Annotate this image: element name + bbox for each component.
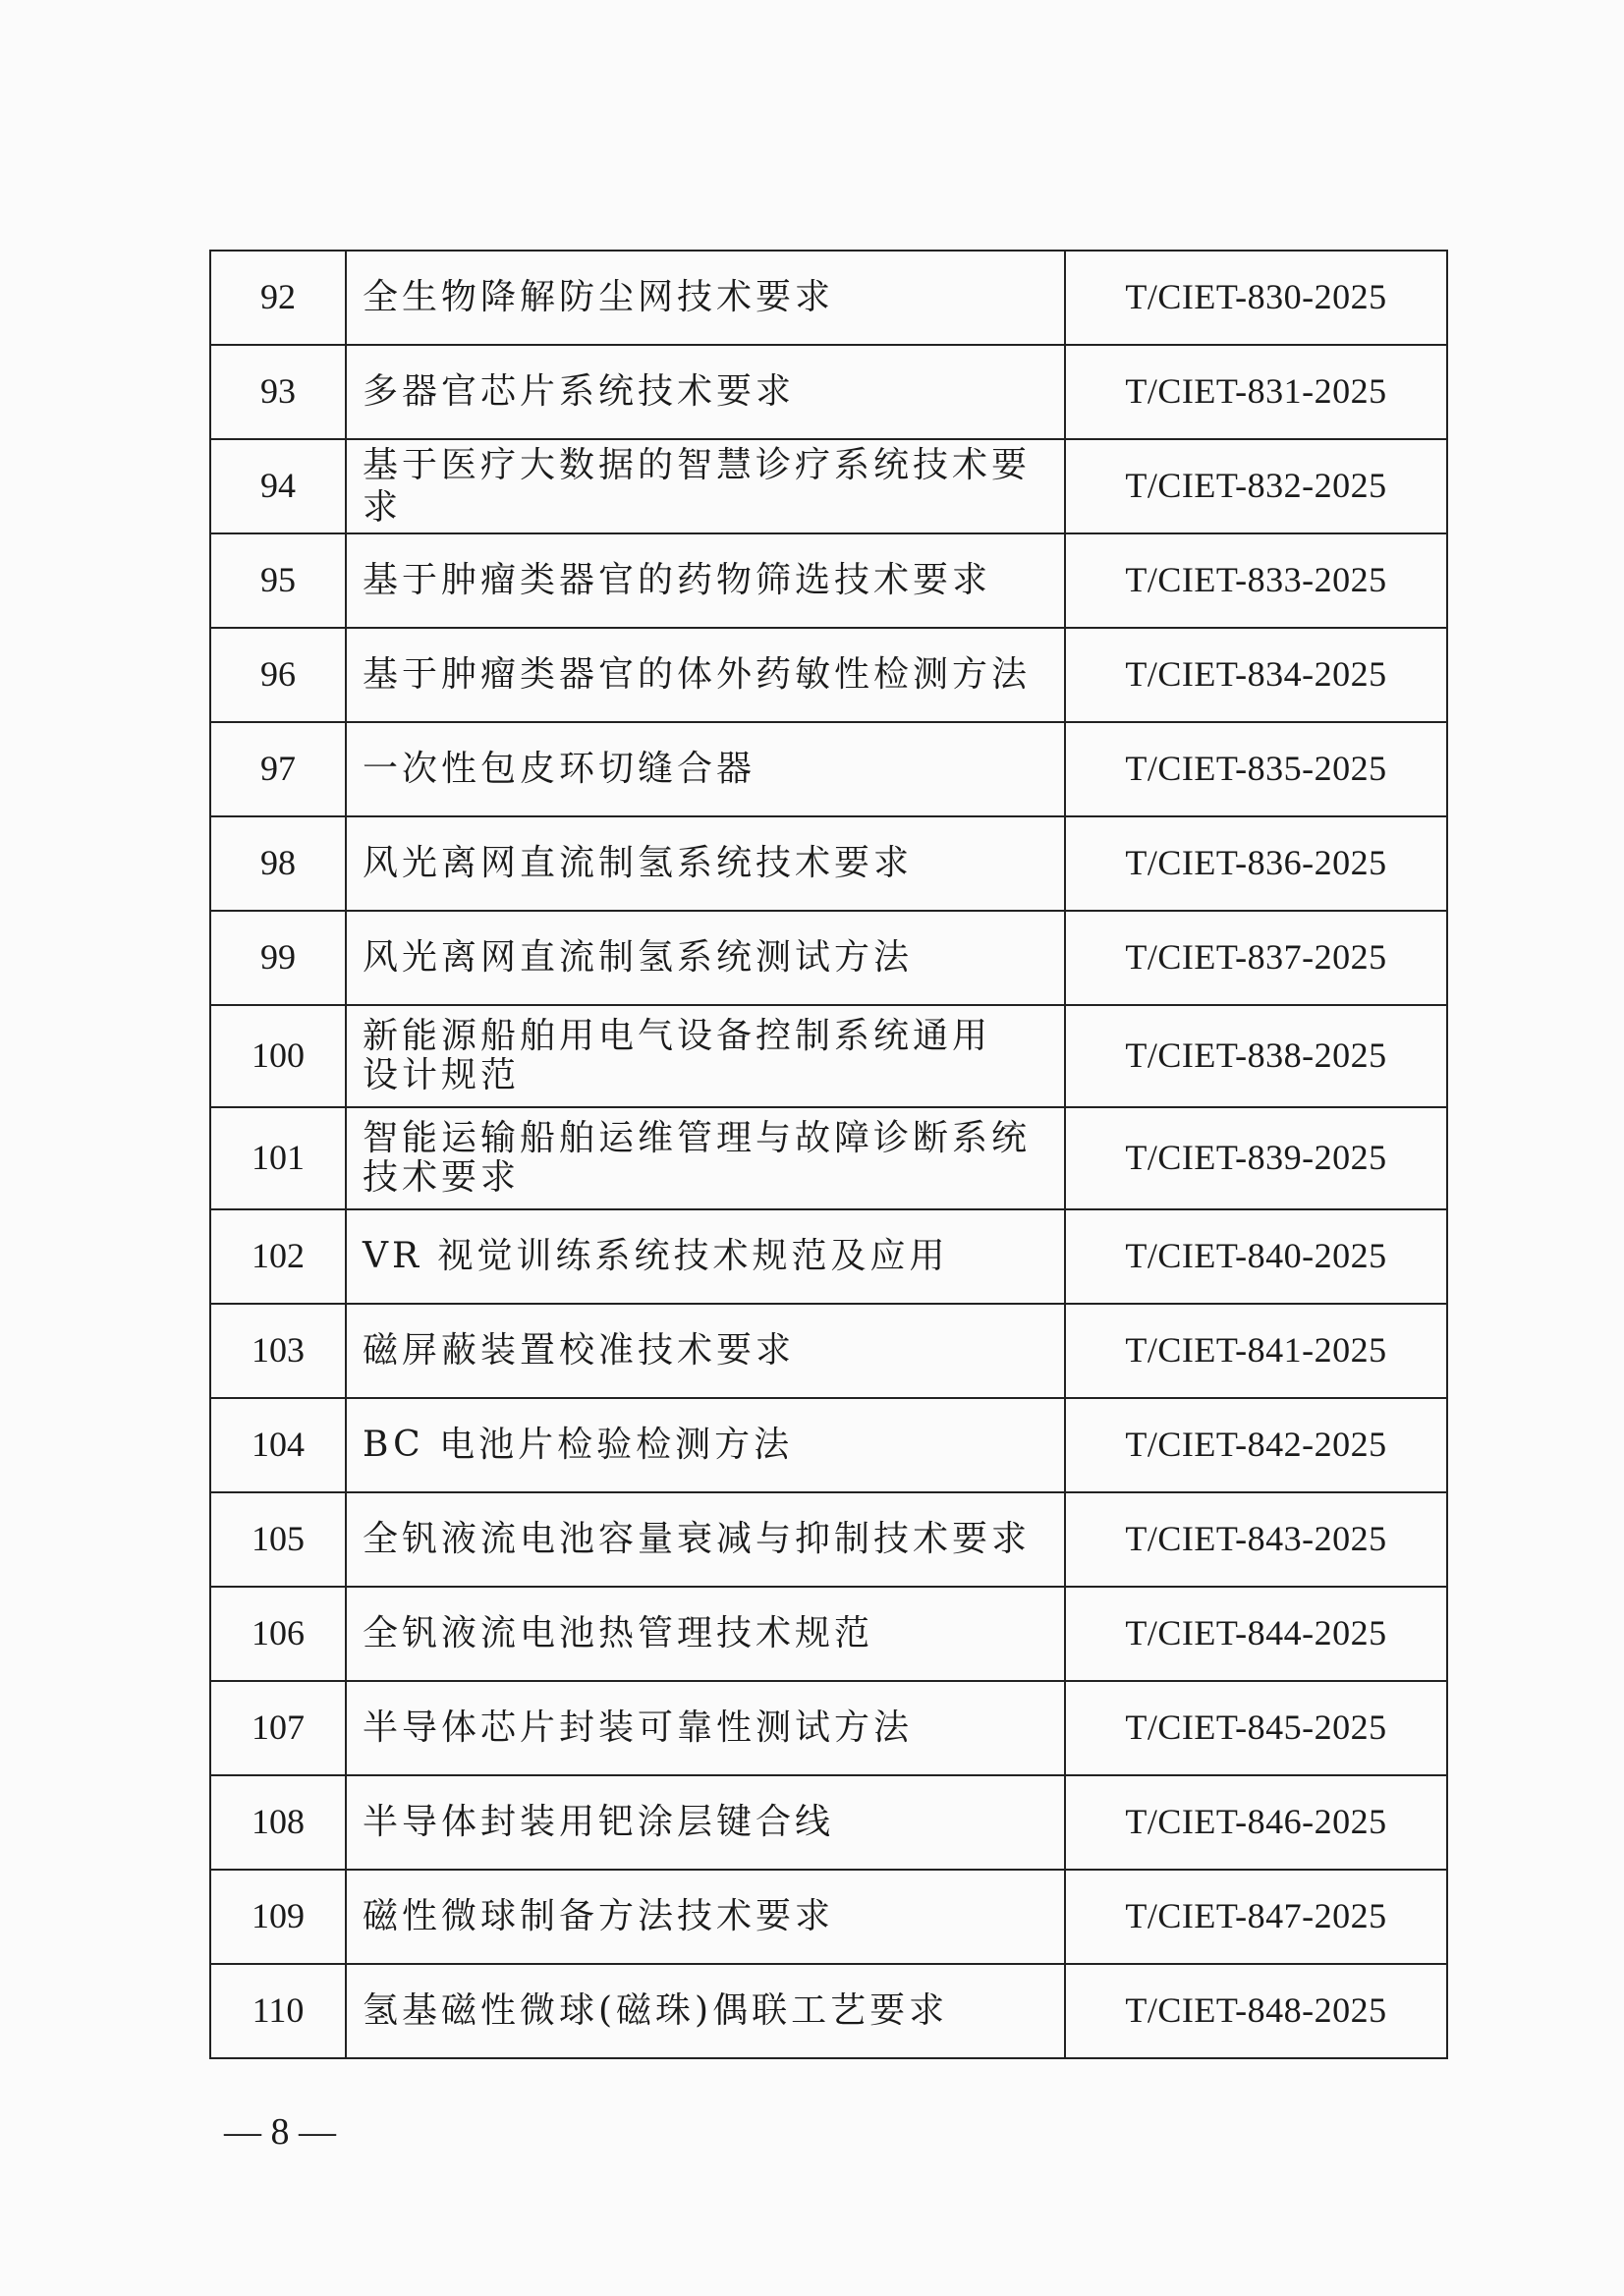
table-row [210, 1681, 1447, 1775]
standard-name-line-1: 新能源船舶用电气设备控制系统通用 [363, 1015, 992, 1056]
table-row [210, 911, 1447, 1005]
standard-code: T/CIET-833-2025 [1065, 533, 1447, 628]
row-number: 103 [210, 1304, 346, 1398]
standard-name: 基于肿瘤类器官的体外药敏性检测方法 [346, 628, 1065, 722]
table-row [210, 1209, 1447, 1304]
standard-name: 全生物降解防尘网技术要求 [346, 251, 1065, 345]
standard-name: 风光离网直流制氢系统测试方法 [346, 911, 1065, 1005]
standards-table [209, 250, 1448, 2059]
table-row [210, 533, 1447, 628]
standard-code: T/CIET-835-2025 [1065, 722, 1447, 816]
table-row [210, 1587, 1447, 1681]
row-number: 94 [210, 439, 346, 533]
table-row [210, 1107, 1447, 1209]
standard-name: 半导体封装用钯涂层键合线 [346, 1775, 1065, 1870]
standard-name: 磁屏蔽装置校准技术要求 [346, 1304, 1065, 1398]
standard-name: 全钒液流电池热管理技术规范 [346, 1587, 1065, 1681]
standard-code: T/CIET-831-2025 [1065, 345, 1447, 439]
standard-name: BC 电池片检验检测方法 [346, 1398, 1065, 1492]
standard-name: 风光离网直流制氢系统技术要求 [346, 816, 1065, 911]
table-row [210, 1775, 1447, 1870]
standard-name-line-2: 设计规范 [363, 1055, 521, 1095]
page-number: — 8 — [224, 2111, 336, 2153]
standard-code: T/CIET-847-2025 [1065, 1870, 1447, 1964]
row-number: 108 [210, 1775, 346, 1870]
standard-code: T/CIET-830-2025 [1065, 251, 1447, 345]
standard-code: T/CIET-848-2025 [1065, 1964, 1447, 2058]
row-number: 106 [210, 1587, 346, 1681]
table-row [210, 628, 1447, 722]
row-number: 107 [210, 1681, 346, 1775]
standard-name: 一次性包皮环切缝合器 [346, 722, 1065, 816]
table-row [210, 439, 1447, 533]
standard-name: 基于医疗大数据的智慧诊疗系统技术要求 [346, 439, 1065, 533]
standard-code: T/CIET-842-2025 [1065, 1398, 1447, 1492]
standard-code: T/CIET-840-2025 [1065, 1209, 1447, 1304]
table-row [210, 1964, 1447, 2058]
standard-code: T/CIET-839-2025 [1065, 1107, 1447, 1209]
row-number: 97 [210, 722, 346, 816]
standard-name: 基于肿瘤类器官的药物筛选技术要求 [346, 533, 1065, 628]
standard-name-line-2: 技术要求 [363, 1157, 521, 1198]
row-number: 92 [210, 251, 346, 345]
row-number: 105 [210, 1492, 346, 1587]
standard-code: T/CIET-841-2025 [1065, 1304, 1447, 1398]
table-row [210, 1492, 1447, 1587]
row-number: 110 [210, 1964, 346, 2058]
standard-name-line-1: 智能运输船舶运维管理与故障诊断系统 [363, 1117, 1032, 1158]
row-number: 96 [210, 628, 346, 722]
row-number: 101 [210, 1107, 346, 1209]
table-row [210, 1398, 1447, 1492]
row-number: 104 [210, 1398, 346, 1492]
standard-code: T/CIET-845-2025 [1065, 1681, 1447, 1775]
table-row [210, 251, 1447, 345]
standard-name: VR 视觉训练系统技术规范及应用 [346, 1209, 1065, 1304]
standard-code: T/CIET-846-2025 [1065, 1775, 1447, 1870]
standard-code: T/CIET-837-2025 [1065, 911, 1447, 1005]
row-number: 99 [210, 911, 346, 1005]
row-number: 98 [210, 816, 346, 911]
row-number: 93 [210, 345, 346, 439]
table-row [210, 816, 1447, 911]
standard-name [346, 1005, 1065, 1107]
table-row [210, 722, 1447, 816]
standard-code: T/CIET-832-2025 [1065, 439, 1447, 533]
standard-code: T/CIET-836-2025 [1065, 816, 1447, 911]
row-number: 109 [210, 1870, 346, 1964]
standard-code: T/CIET-834-2025 [1065, 628, 1447, 722]
row-number: 95 [210, 533, 346, 628]
standard-name: 半导体芯片封装可靠性测试方法 [346, 1681, 1065, 1775]
standard-code: T/CIET-843-2025 [1065, 1492, 1447, 1587]
table-row [210, 1304, 1447, 1398]
standard-code: T/CIET-838-2025 [1065, 1005, 1447, 1107]
standard-code: T/CIET-844-2025 [1065, 1587, 1447, 1681]
table-row [210, 1005, 1447, 1107]
standard-name: 氢基磁性微球(磁珠)偶联工艺要求 [346, 1964, 1065, 2058]
table-row [210, 345, 1447, 439]
standard-name: 磁性微球制备方法技术要求 [346, 1870, 1065, 1964]
standard-name [346, 1107, 1065, 1209]
table-row [210, 1870, 1447, 1964]
standards-table-body [210, 251, 1447, 2058]
standard-name: 全钒液流电池容量衰减与抑制技术要求 [346, 1492, 1065, 1587]
row-number: 102 [210, 1209, 346, 1304]
standard-name: 多器官芯片系统技术要求 [346, 345, 1065, 439]
row-number: 100 [210, 1005, 346, 1107]
